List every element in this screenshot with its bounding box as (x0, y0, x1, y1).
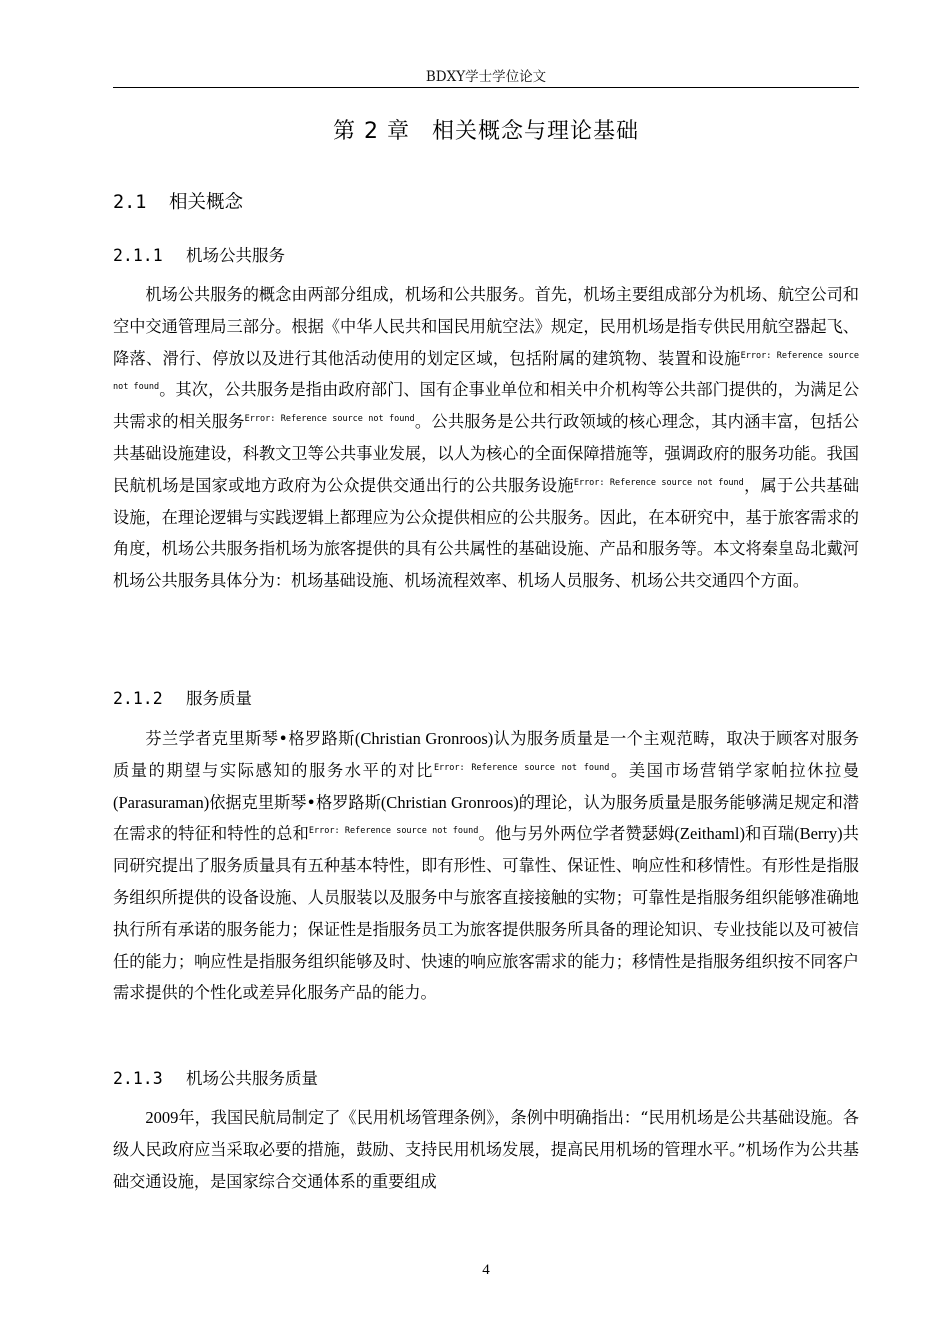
text-run: 和百瑞 (744, 824, 795, 844)
page-number: 4 (482, 1262, 490, 1278)
text-run: 。他与另外两位学者赞瑟姆 (478, 824, 675, 844)
text-run: ，属于公共基础设施，在理论逻辑与实践逻辑上都理应为公众提供相应的公共服务。因此，在本研究中，基于旅客需求的角度，机场公共服务指机场为旅客提供的具有公共属性的基础设施、产品和服务等。本文将秦皇岛北戴河机场公共服务具体分为：机场基础设施、机场流程效率、机场人员服务、机场公共交通四个方面。 (113, 475, 860, 591)
text-run: 。公共服务是公共行政领域的核心理念，其内涵丰富，包括公共基础设施建设，科教文卫等公共事业发展，以人为核心的全面保障措施等，强调政府的服务功能。我国民航机场是国家或地方政府为公众提供交通出行的公共服务设施 (113, 412, 860, 495)
chapter-label: 第 2 章 (333, 119, 410, 144)
paragraph-airport-service-quality (113, 1102, 859, 1197)
latin-term: (Zeithaml) (674, 824, 745, 844)
text-run: 芬兰学者克里斯琴•格罗路斯 (145, 729, 355, 748)
reference-error: Error: Reference source not found (244, 414, 415, 425)
paragraph-airport-public-service (113, 279, 859, 597)
text-run: 机场公共服务的概念由两部分组成，机场和公共服务。首先，机场主要组成部分为机场、航空公司和空中交通管理局三部分。根据《中华人民共和国民用航空法》规定，民用机场是指专供民用航空器起飞、降落、滑行、停放以及进行其他活动使用的划定区域，包括附属的建筑物、装置和设施 (113, 285, 859, 368)
header-rule (113, 87, 859, 88)
section-heading-2-1-3 (113, 1065, 318, 1089)
reference-error: Error: Reference source not found (573, 477, 744, 488)
section-title: 机场公共服务 (186, 246, 285, 265)
text-run: 年，我国民航局制定了《民用机场管理条例》，条例中明确指出：“民用机场是公共基础设施。各级人民政府应当采取必要的措施，鼓励、支持民用机场发展，提高民用机场的管理水平。”机场作为公共基础交通设施，是国家综合交通体系的重要组成 (113, 1108, 859, 1191)
latin-term: (Parasuraman) (113, 792, 210, 812)
section-title: 机场公共服务质量 (186, 1069, 318, 1088)
text-run: 依据克里斯琴•格罗路斯 (209, 792, 381, 812)
section-heading-2-1 (113, 188, 243, 214)
chapter-title (113, 114, 859, 145)
section-number: 2.1 (113, 192, 147, 213)
reference-error: Error: Reference source not found (113, 350, 860, 393)
text-run: 认为服务质量是一个主观范畴，取决于顾客对服务质量的期望与实际感知的服务水平的对比 (113, 729, 859, 780)
latin-term: (Christian Gronroos) (354, 729, 494, 748)
section-heading-2-1-2 (113, 685, 252, 709)
chapter-heading: 相关概念与理论基础 (431, 119, 639, 144)
year: 2009 (145, 1108, 179, 1127)
section-heading-2-1-1 (113, 242, 285, 266)
section-number: 2.1.2 (113, 689, 163, 708)
text-run: 共同研究提出了服务质量具有五种基本特性，即有形性、可靠性、保证性、响应性和移情性。有形性是指服务组织所提供的设备设施、人员服装以及服务中与旅客直接接触的实物；可靠性是指服务组织能够准确地执行所有承诺的服务能力；保证性是指服务员工为旅客提供服务所具备的理论知识、专业技能以及可被信任的能力；响应性是指服务组织能够及时、快速的响应旅客需求的能力；移情性是指服务组织按不同客户需求提供的个性化或差异化服务产品的能力。 (113, 824, 859, 1003)
reference-error: Error: Reference source not found (308, 826, 479, 837)
text-run: 的理论，认为服务质量是服务能够满足规定和潜在需求的特征和特性的总和 (113, 792, 859, 844)
section-number: 2.1.3 (113, 1069, 163, 1088)
section-title: 服务质量 (186, 689, 252, 708)
running-header: BDXY学士学位论文 (425, 69, 547, 85)
reference-error: Error: Reference source not found (433, 762, 610, 773)
section-title: 相关概念 (169, 192, 244, 213)
section-number: 2.1.1 (113, 246, 163, 265)
latin-term: (Berry) (794, 824, 843, 844)
text-run: 。美国市场营销学家帕拉休拉曼 (609, 760, 860, 780)
latin-term: (Christian Gronroos) (380, 792, 519, 812)
text-run: 。其次，公共服务是指由政府部门、国有企事业单位和相关中介机构等公共部门提供的，为满足公共需求的相关服务 (113, 380, 860, 432)
paragraph-service-quality (113, 723, 859, 1009)
